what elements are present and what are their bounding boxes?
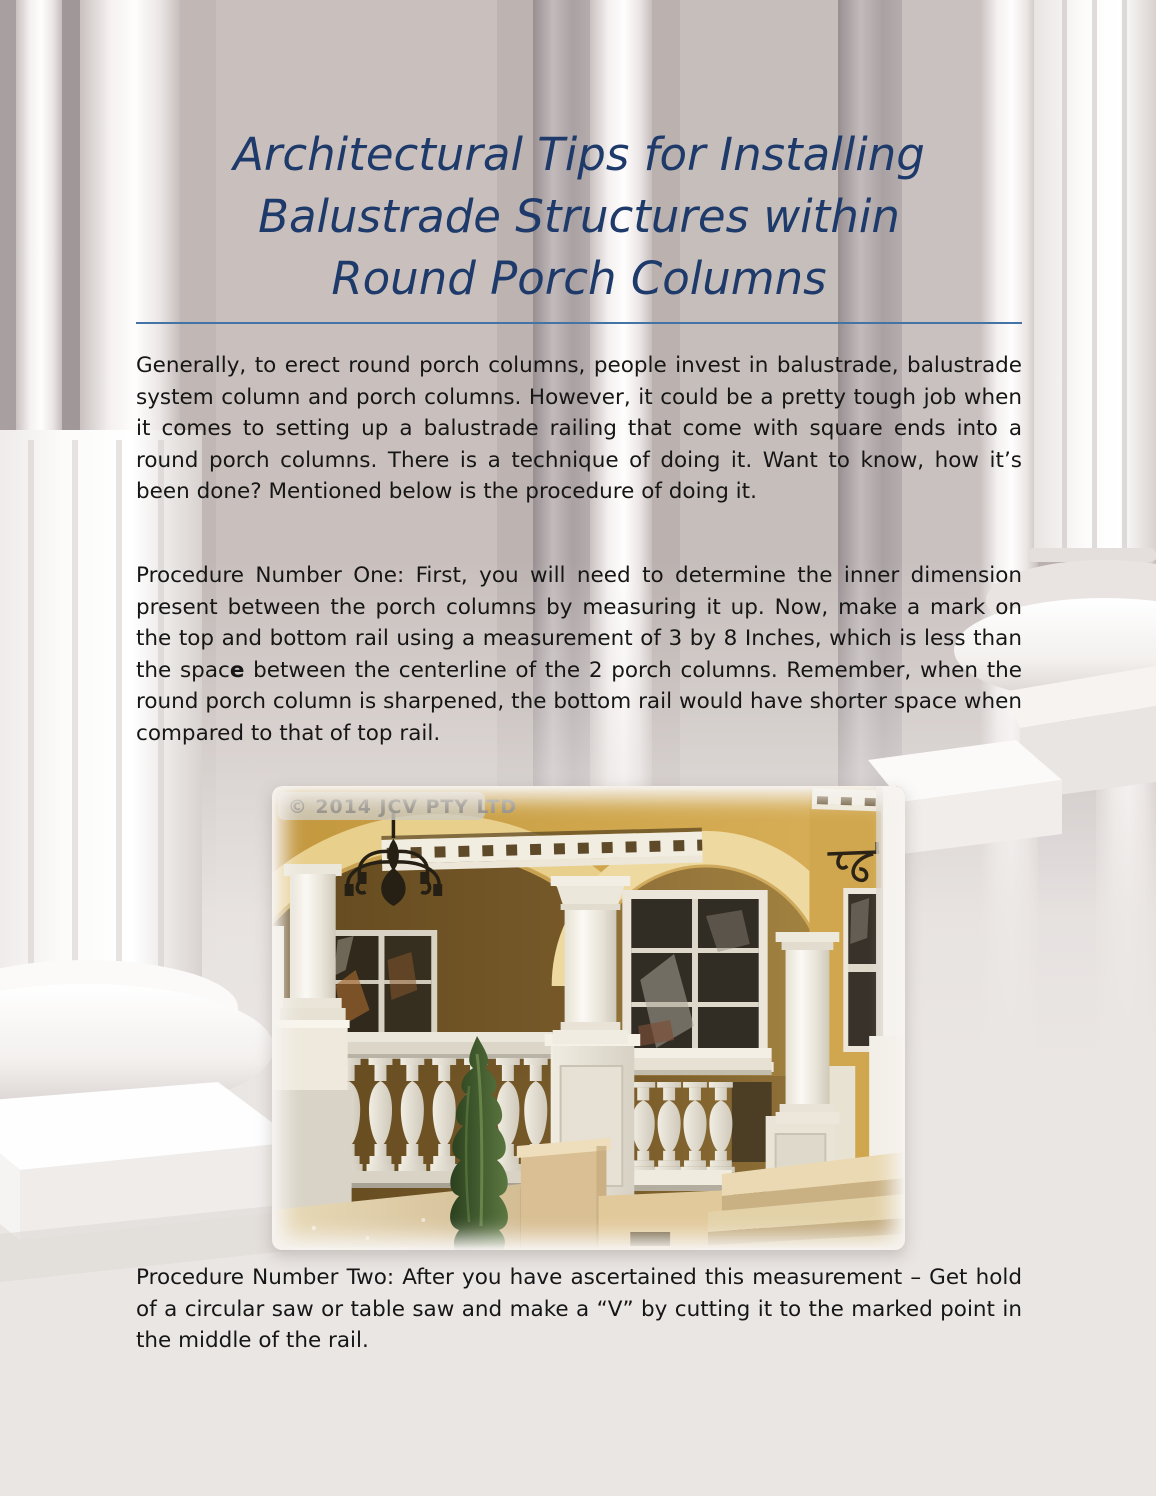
watermark-badge [278, 792, 517, 820]
title-line-1: Architectural Tips for Installing [233, 128, 925, 181]
paragraph-2-bold-letter: e [229, 657, 245, 683]
right-window [843, 888, 881, 1052]
paragraph-2-text-1: Procedure Number One: First, you will need to determine the inner dimension present between the porch columns by measuring it up. Now, make a mark on the top and bottom rail using a measurement of 3 by 8 Inches, which is less than the spac [136, 563, 1022, 683]
porch-photo [272, 786, 905, 1250]
title-line-2: Balustrade Structures within [258, 190, 900, 243]
title-divider [136, 322, 1022, 324]
title-line-3: Round Porch Columns [331, 252, 827, 305]
paragraph-2 [136, 560, 1022, 750]
porch-photo-art [272, 786, 905, 1250]
page-title [135, 124, 1023, 310]
watermark-text: © 2014 JCV PTY LTD [287, 795, 518, 819]
paragraph-1: Generally, to erect round porch columns, people invest in balustrade, balustrade system column and porch columns. However, it could be a pretty tough job when it comes to setting up a balustrade railing that come with square ends into a round porch columns. There is a technique of doing it. Want to know, how it’s been done? Mentioned below is the procedure of doing it. [136, 353, 1022, 505]
paragraph-3: Procedure Number Two: After you have ascertained this measurement – Get hold of a circular saw or table saw and make a “V” by cutting it to the marked point in the middle of the rail. [136, 1265, 1022, 1354]
paragraph-2-text-2: between the centerline of the 2 porch columns. Remember, when the round porch column is sharpened, the bottom rail would have shorter space when compared to that of top rail. [136, 657, 1022, 746]
